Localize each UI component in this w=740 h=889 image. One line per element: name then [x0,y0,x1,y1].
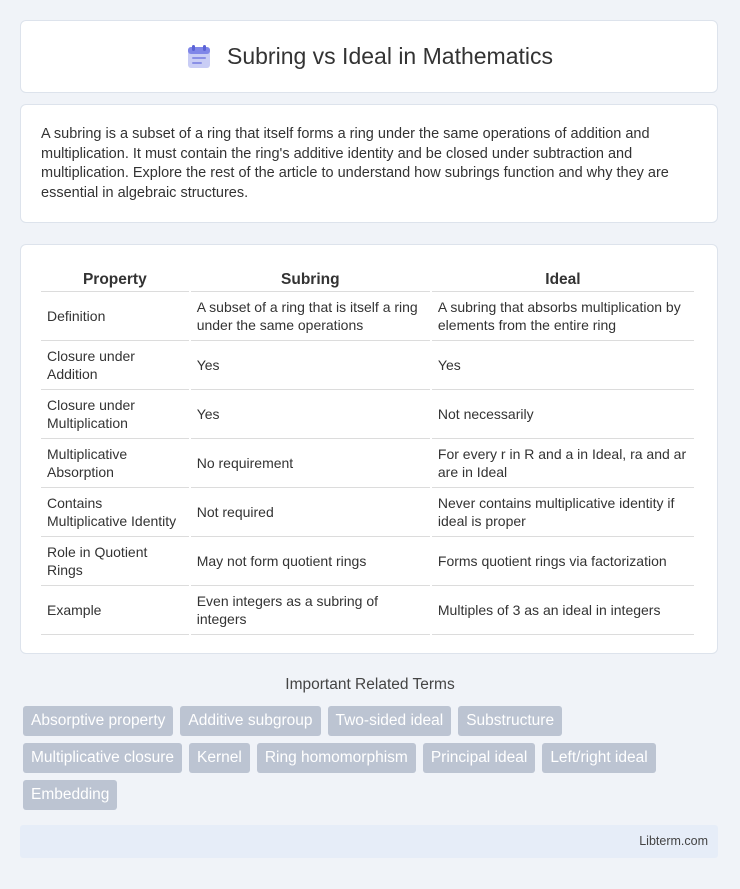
page-title: Subring vs Ideal in Mathematics [227,43,553,69]
table-cell-property: Closure under Multiplication [41,390,189,439]
table-cell-ideal: For every r in R and a in Ideal, ra and ar are in Ideal [432,439,694,488]
tag-ring-homomorphism[interactable]: Ring homomorphism [257,743,416,773]
tag-absorptive-property[interactable]: Absorptive property [23,706,173,736]
table-cell-subring: No requirement [191,439,430,488]
related-terms-title: Important Related Terms [285,676,455,693]
intro-text: A subring is a subset of a ring that itself forms a ring under the same operations of addition and multiplication. It must contain the ring's additive identity and be closed under subtraction and multiplication. Explore the rest of the article to understand how subrings function and why they are essential in algebraic structures. [41,126,669,201]
table-cell-subring: Yes [191,341,430,390]
table-cell-property: Closure under Addition [41,341,189,390]
table-cell-ideal: Not necessarily [432,390,694,439]
table-row [41,390,694,439]
table-row [41,586,694,635]
tag-embedding[interactable]: Embedding [23,780,117,810]
footer-site-link[interactable]: Libterm.com [639,834,708,848]
footer [20,825,718,858]
table-row [41,439,694,488]
table-cell-property: Contains Multiplicative Identity [41,488,189,537]
tag-principal-ideal[interactable]: Principal ideal [423,743,536,773]
related-terms-tags [23,706,713,810]
calendar-icon [185,43,213,71]
table-cell-property: Definition [41,292,189,341]
tag-two-sided-ideal[interactable]: Two-sided ideal [328,706,452,736]
table-cell-ideal: A subring that absorbs multiplication by elements from the entire ring [432,292,694,341]
table-row [41,537,694,586]
table-cell-property: Multiplicative Absorption [41,439,189,488]
tag-additive-subgroup[interactable]: Additive subgroup [180,706,320,736]
table-cell-subring: Even integers as a subring of integers [191,586,430,635]
title-wrap [185,43,553,71]
table-cell-subring: Yes [191,390,430,439]
table-cell-property: Example [41,586,189,635]
table-cell-property: Role in Quotient Rings [41,537,189,586]
table-header-row [41,265,694,292]
tag-kernel[interactable]: Kernel [189,743,250,773]
column-header-property: Property [41,265,189,292]
tag-left-right-ideal[interactable]: Left/right ideal [542,743,655,773]
table-cell-ideal: Never contains multiplicative identity if ideal is proper [432,488,694,537]
table-cell-subring: May not form quotient rings [191,537,430,586]
tag-multiplicative-closure[interactable]: Multiplicative closure [23,743,182,773]
table-cell-subring: A subset of a ring that is itself a ring under the same operations [191,292,430,341]
comparison-table [39,265,696,635]
table-cell-subring: Not required [191,488,430,537]
table-cell-ideal: Forms quotient rings via factorization [432,537,694,586]
column-header-subring: Subring [191,265,430,292]
comparison-table-card [20,244,718,654]
table-row [41,488,694,537]
table-row [41,341,694,390]
table-row [41,292,694,341]
header-card [20,20,718,93]
column-header-ideal: Ideal [432,265,694,292]
table-cell-ideal: Multiples of 3 as an ideal in integers [432,586,694,635]
intro-card [20,104,718,223]
tag-substructure[interactable]: Substructure [458,706,562,736]
table-cell-ideal: Yes [432,341,694,390]
